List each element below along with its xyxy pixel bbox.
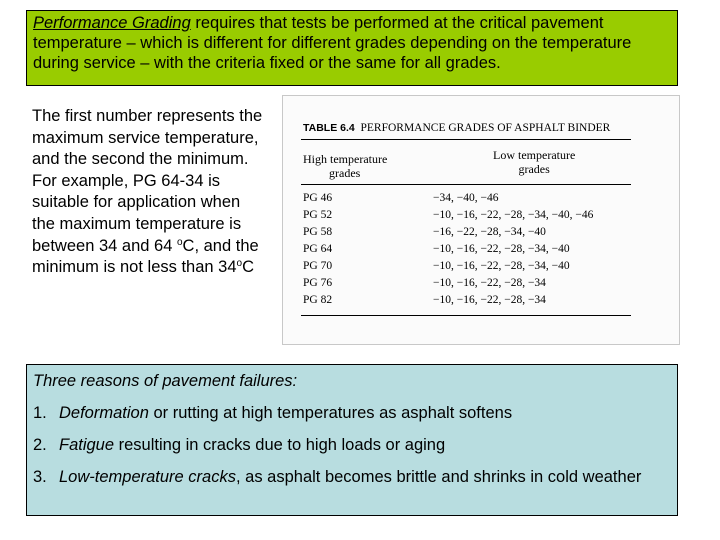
definition-text: requires that tests be performed at the critical pavement temperature – which is different for different grades depending on the temperature during service – with the criteria fixed or the same for all grades. — [33, 14, 632, 72]
table-row — [303, 294, 546, 311]
table-row — [303, 226, 546, 243]
performance-grades-table — [282, 95, 680, 345]
table-top-rule — [301, 139, 631, 140]
table-row — [303, 277, 546, 294]
item-text — [59, 435, 671, 455]
item-number: 3. — [33, 468, 47, 486]
grade-cell: PG 70 — [303, 260, 333, 272]
item-description: resulting in cracks due to high loads or aging — [114, 436, 446, 454]
item-number: 1. — [33, 404, 47, 422]
definition-box — [26, 10, 678, 86]
table-row — [303, 209, 593, 226]
item-text — [59, 467, 671, 487]
table-title — [303, 122, 610, 134]
item-text — [59, 403, 671, 423]
table-header-rule — [301, 184, 631, 185]
list-item — [33, 467, 671, 487]
table-row — [303, 243, 570, 260]
degree-mark-2: o — [236, 258, 243, 270]
values-cell: −10, −16, −22, −28, −34, −40, −46 — [433, 209, 594, 221]
grade-cell: PG 52 — [303, 209, 333, 221]
header-low-line-1: Low temperature — [493, 148, 576, 162]
table-row — [303, 192, 498, 209]
table-title-text: PERFORMANCE GRADES OF ASPHALT BINDER — [360, 122, 611, 134]
grade-cell: PG 46 — [303, 192, 333, 204]
table-row — [303, 260, 570, 277]
header-high-line-2: grades — [329, 166, 361, 180]
item-term: Low-temperature cracks — [59, 468, 236, 486]
values-cell: −10, −16, −22, −28, −34, −40 — [433, 243, 570, 255]
header-low-line-2: grades — [518, 162, 550, 176]
degree-mark-1: o — [176, 236, 183, 248]
item-description: , as asphalt becomes brittle and shrinks in cold weather — [235, 468, 642, 486]
performance-grading-term: Performance Grading — [33, 14, 191, 32]
values-cell: −10, −16, −22, −28, −34, −40 — [433, 260, 570, 272]
list-item — [33, 435, 671, 455]
grade-cell: PG 64 — [303, 243, 333, 255]
list-item — [33, 403, 671, 423]
explanation-part-1: The first number represents the maximum service temperature, and the second the minimum. For example, PG 64-34 is suitable for application when the maximum temperature is between 34 and 64 — [32, 107, 263, 255]
explanation-part-2: C, and the minimum is not less than 34 — [32, 236, 259, 277]
table-number: TABLE 6.4 — [303, 122, 355, 134]
grade-cell: PG 76 — [303, 277, 333, 289]
table-bottom-rule — [301, 315, 631, 316]
item-term: Fatigue — [59, 436, 115, 454]
grade-cell: PG 58 — [303, 226, 333, 238]
header-high-temperature — [303, 152, 387, 180]
explanation-text — [32, 106, 267, 279]
failures-heading: Three reasons of pavement failures: — [33, 372, 298, 390]
header-high-line-1: High temperature — [303, 152, 388, 166]
values-cell: −16, −22, −28, −34, −40 — [433, 226, 546, 238]
values-cell: −10, −16, −22, −28, −34 — [433, 294, 546, 306]
explanation-part-3: C — [242, 258, 254, 277]
values-cell: −34, −40, −46 — [433, 192, 499, 204]
item-description: or rutting at high temperatures as asphalt softens — [148, 404, 513, 422]
grade-cell: PG 82 — [303, 294, 333, 306]
item-term: Deformation — [59, 404, 149, 422]
item-number: 2. — [33, 436, 47, 454]
failures-box — [26, 364, 678, 516]
values-cell: −10, −16, −22, −28, −34 — [433, 277, 546, 289]
header-low-temperature — [493, 148, 575, 176]
